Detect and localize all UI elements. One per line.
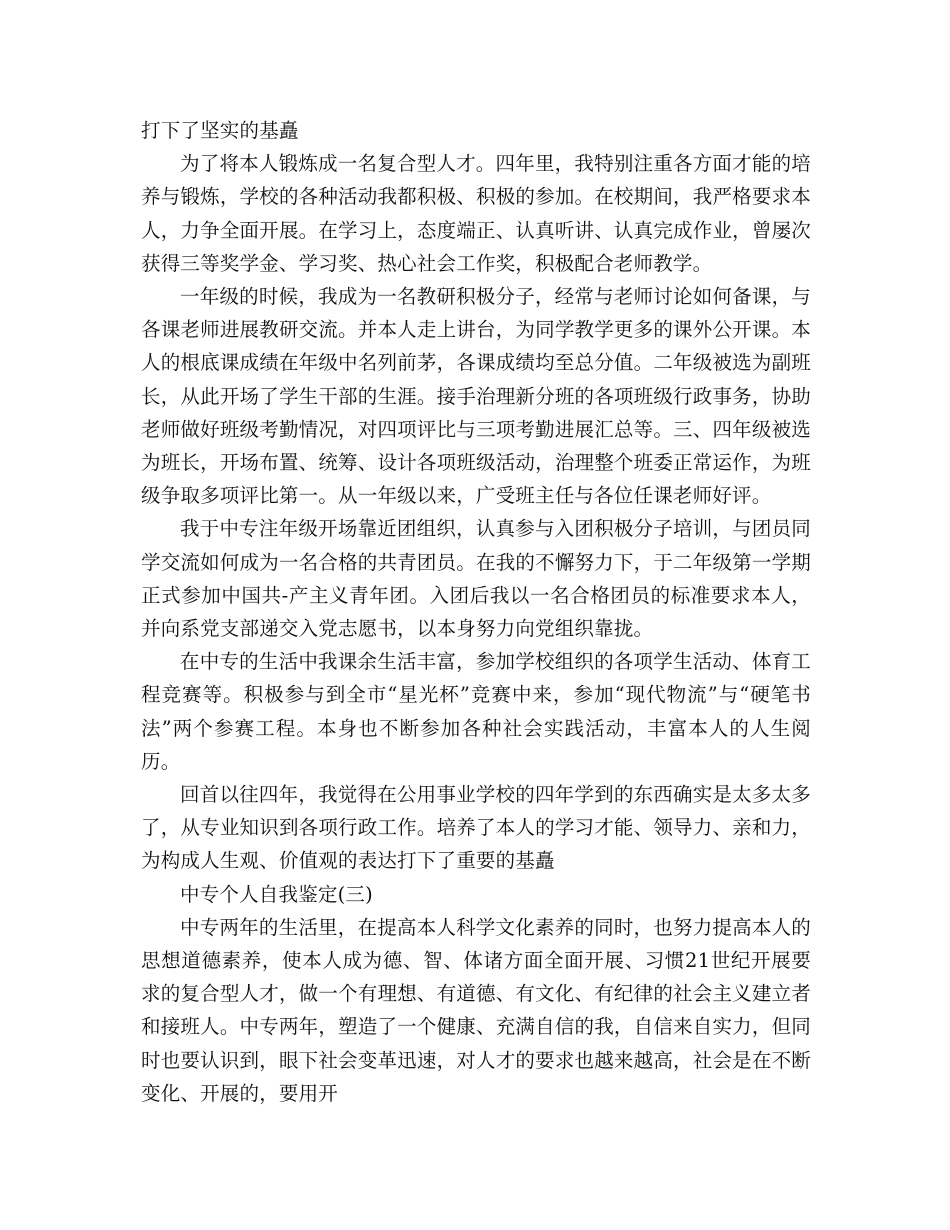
paragraph-7: 中专两年的生活里，在提高本人科学文化素养的同时，也努力提高本人的思想道德素养，使本人成为德、智、体诸方面全面开展、习惯21世纪开展要求的复合型人才，做一个有理想、有道德、有文化、有纪律的社会主义建立者和接班人。中专两年，塑造了一个健康、充满自信的我，自信来自实力，但同时也要认识到，眼下社会变革迅速，对人才的要求也越来越高，社会是在不断变化、开展的，要用开 [141, 915, 811, 1105]
section-heading: 中专个人自我鉴定(三) [180, 882, 373, 906]
paragraph-1: 打下了坚实的基矗 [141, 119, 299, 142]
document-body [141, 114, 811, 1110]
paragraph-4: 我于中专注年级开场靠近团组织，认真参与入团积极分子培训，与团员同学交流如何成为一名合格的共青团员。在我的不懈努力下，于二年级第一学期正式参加中国共-产主义青年团。入团后我以一名合格团员的标准要求本人，并向系党支部递交入党志愿书，以本身努力向党组织靠拢。 [141, 517, 811, 641]
paragraph-5: 在中专的生活中我课余生活丰富，参加学校组织的各项学生活动、体育工程竞赛等。积极参与到全市“星光杯”竞赛中来，参加“现代物流”与“硬笔书法”两个参赛工程。本身也不断参加各种社会实践活动，丰富本人的人生阅历。 [141, 650, 811, 773]
paragraph-2: 为了将本人锻炼成一名复合型人才。四年里，我特别注重各方面才能的培养与锻炼，学校的各种活动我都积极、积极的参加。在校期间，我严格要求本人，力争全面开展。在学习上，态度端正、认真听讲、认真完成作业，曾屡次获得三等奖学金、学习奖、热心社会工作奖，积极配合老师教学。 [141, 152, 811, 275]
paragraph-6: 回首以往四年，我觉得在公用事业学校的四年学到的东西确实是太多太多了，从专业知识到各项行政工作。培养了本人的学习才能、领导力、亲和力，为构成人生观、价值观的表达打下了重要的基矗 [141, 783, 811, 873]
paragraph-3: 一年级的时候，我成为一名教研积极分子，经常与老师讨论如何备课，与各课老师进展教研交流。并本人走上讲台，为同学教学更多的课外公开课。本人的根底课成绩在年级中名列前茅，各课成绩均至总分值。二年级被选为副班长，从此开场了学生干部的生涯。接手治理新分班的各项班级行政事务，协助老师做好班级考勤情况，对四项评比与三项考勤进展汇总等。三、四年级被选为班长，开场布置、统筹、设计各项班级活动，治理整个班委正常运作，为班级争取多项评比第一。从一年级以来，广受班主任与各位任课老师好评。 [141, 285, 811, 508]
